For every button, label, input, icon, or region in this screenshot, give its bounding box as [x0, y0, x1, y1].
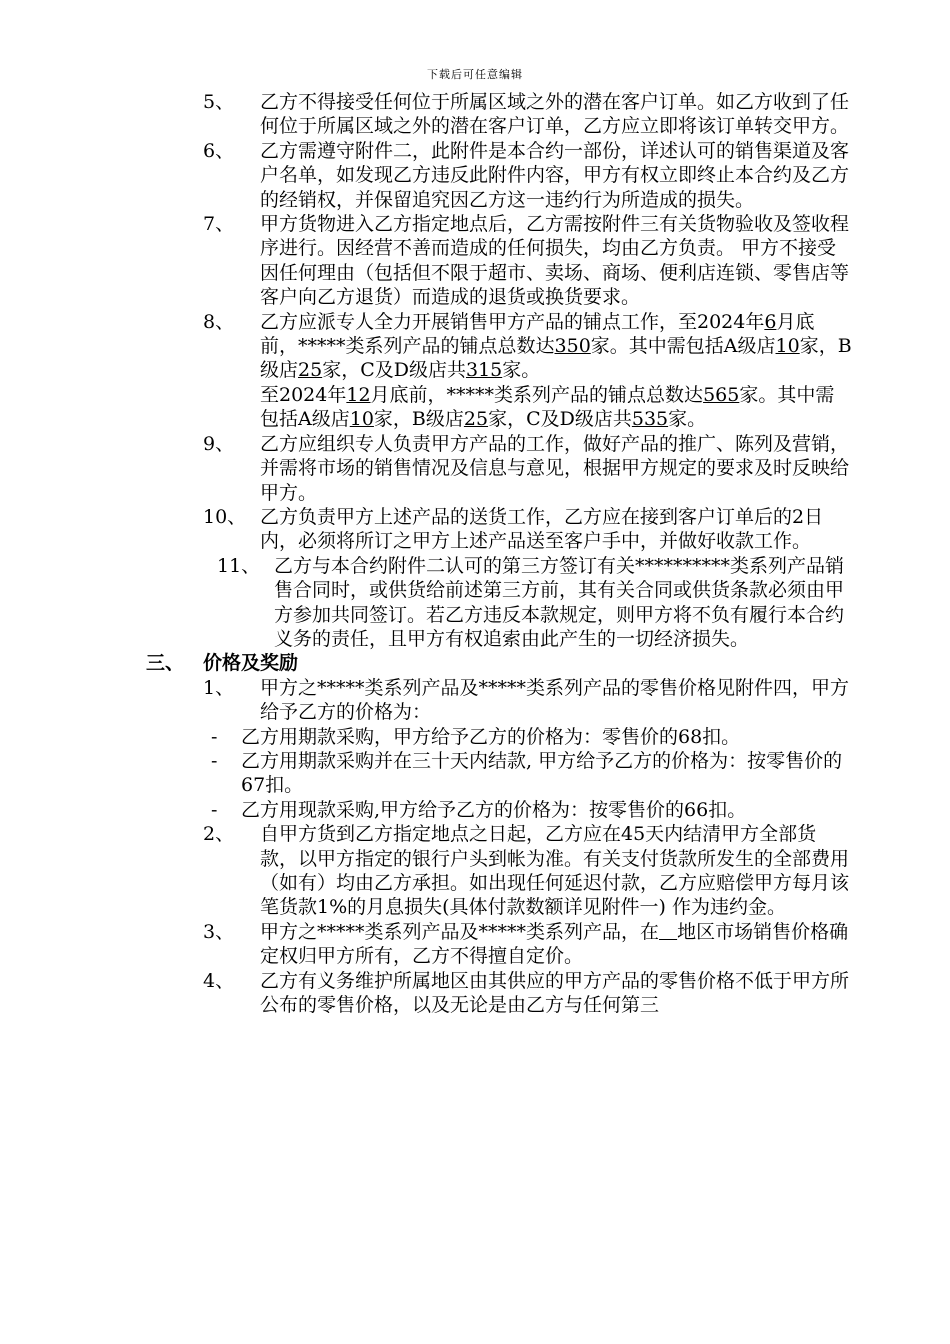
clause-6: [0, 139, 950, 212]
text-seg: 至2024年: [260, 383, 347, 406]
clause-number: 6、: [203, 139, 235, 162]
underlined-value: 12: [346, 383, 371, 406]
text-seg: 月底前，*****类系列产品的铺点总数达: [260, 310, 815, 358]
clause-text: 甲方之*****类系列产品及*****类系列产品的零售价格见附件四，甲方给予乙方的价格为：: [260, 676, 850, 724]
price-clause-3: [0, 920, 950, 969]
section-heading-3: [0, 651, 950, 675]
text-seg: 家，B级店: [373, 408, 464, 431]
clause-text: 乙方与本合约附件二认可的第三方签订有关**********类系列产品销售合同时，或供货给前述第三方前，其有关合同或供货条款必须由甲方参加共同签订。若乙方违反本款规定，则甲方将不负有履行本合约义务的责任，且甲方有权追索由此产生的一切经济损失。: [274, 554, 845, 650]
clause-number: 1、: [203, 676, 235, 699]
clause-9: [0, 432, 950, 505]
dash-mark: -: [211, 725, 218, 748]
underlined-value: 315: [465, 359, 503, 382]
text-seg: 家。其中需包括A级店: [260, 383, 835, 431]
clause-text: [260, 920, 852, 969]
underlined-value: 350: [554, 335, 591, 358]
text-seg: 家，B级店: [260, 335, 852, 382]
price-clause-4: [0, 969, 950, 1018]
section-title: 价格及奖励: [203, 652, 299, 675]
clause-number: 4、: [203, 969, 235, 992]
clause-number: 3、: [203, 920, 235, 943]
section-number: 三、: [146, 652, 185, 675]
clause-text: 乙方需遵守附件二，此附件是本合约一部份，详述认可的销售渠道及客户名单，如发现乙方违反此附件内容，甲方有权立即终止本合约及乙方的经销权，并保留追究因乙方这一违约行为所造成的损失。: [260, 139, 850, 211]
price-option-1: [0, 725, 950, 749]
clause-number: 11、: [217, 554, 261, 577]
underlined-value: 25: [298, 359, 323, 382]
underlined-value: 10: [775, 335, 800, 358]
option-text: 乙方用现款采购,甲方给予乙方的价格为：按零售价的66扣。: [241, 798, 747, 821]
clause-number: 9、: [203, 432, 235, 455]
option-text: 乙方用期款采购，甲方给予乙方的价格为：零售价的68扣。: [241, 725, 741, 748]
clause-number: 7、: [203, 213, 235, 236]
price-clause-2: [0, 822, 950, 920]
clause-text-part1: [260, 310, 852, 383]
document-body: [0, 90, 950, 1017]
clause-11: [0, 554, 950, 652]
clause-text: 乙方不得接受任何位于所属区域之外的潜在客户订单。如乙方收到了任何位于所属区域之外的潜在客户订单，乙方应立即将该订单转交甲方。: [260, 91, 850, 138]
underlined-value: 6: [764, 310, 777, 333]
clause-number: 2、: [203, 823, 235, 846]
price-clause-1: [0, 676, 950, 725]
text-seg: 家，C及D级店共: [322, 359, 466, 382]
clause-number: 5、: [203, 91, 235, 113]
underlined-value: 10: [349, 408, 374, 431]
clause-8: [0, 310, 950, 432]
text-seg: 家。: [668, 408, 707, 431]
clause-5: [0, 90, 950, 139]
clause-10: [0, 505, 950, 554]
text-seg: 甲方之*****类系列产品及*****类系列产品，在: [260, 920, 660, 943]
price-option-2: [0, 749, 950, 798]
clause-number: 8、: [203, 310, 235, 333]
clause-text: 乙方应组织专人负责甲方产品的工作，做好产品的推广、陈列及营销，并需将市场的销售情况及信息与意见，根据甲方规定的要求及时反映给甲方。: [260, 432, 850, 504]
clause-text: 甲方货物进入乙方指定地点后，乙方需按附件三有关货物验收及签收程序进行。因经营不善而造成的任何损失，均由乙方负责。 甲方不接受因任何理由（包括但不限于超市、卖场、商场、便利店连锁、零售店等客户向乙方退货）而造成的退货或换货要求。: [260, 213, 850, 309]
text-seg: 乙方应派专人全力开展销售甲方产品的铺点工作，至2024年: [260, 310, 765, 333]
underlined-value: 565: [703, 383, 740, 406]
text-seg: 家。: [502, 359, 541, 382]
dash-mark: -: [211, 749, 218, 772]
clause-text: 自甲方货到乙方指定地点之日起，乙方应在45天内结清甲方全部货款，以甲方指定的银行户头到帐为准。有关支付货款所发生的全部费用（如有）均由乙方承担。如出现任何延迟付款，乙方应赔偿甲方每月该笔货款1%的月息损失(具体付款数额详见附件一) 作为违约金。: [260, 823, 850, 919]
text-seg: 家。其中需包括A级店: [590, 335, 776, 358]
page-header: 下载后可任意编辑: [427, 68, 523, 81]
price-option-3: [0, 798, 950, 822]
text-seg: 地区市场销售价格确定权归甲方所有，乙方不得擅自定价。: [260, 920, 849, 968]
text-seg: 家，C及D级店共: [488, 408, 632, 431]
underlined-value: 535: [631, 408, 669, 431]
underlined-value: 25: [463, 408, 489, 431]
clause-text: 乙方负责甲方上述产品的送货工作，乙方应在接到客户订单后的2日内，必须将所订之甲方上述产品送至客户手中，并做好收款工作。: [260, 505, 824, 553]
clause-text: 乙方有义务维护所属地区由其供应的甲方产品的零售价格不低于甲方所公布的零售价格，以及无论是由乙方与任何第三: [260, 969, 850, 1017]
blank-field: [659, 921, 677, 943]
clause-number: 10、: [203, 505, 247, 528]
clause-text-part2: [260, 383, 852, 432]
dash-mark: -: [211, 798, 218, 821]
option-text: 乙方用期款采购并在三十天内结款, 甲方给予乙方的价格为：按零售价的67扣。: [241, 749, 843, 797]
clause-7: [0, 212, 950, 310]
text-seg: 月底前，*****类系列产品的铺点总数达: [370, 383, 704, 406]
